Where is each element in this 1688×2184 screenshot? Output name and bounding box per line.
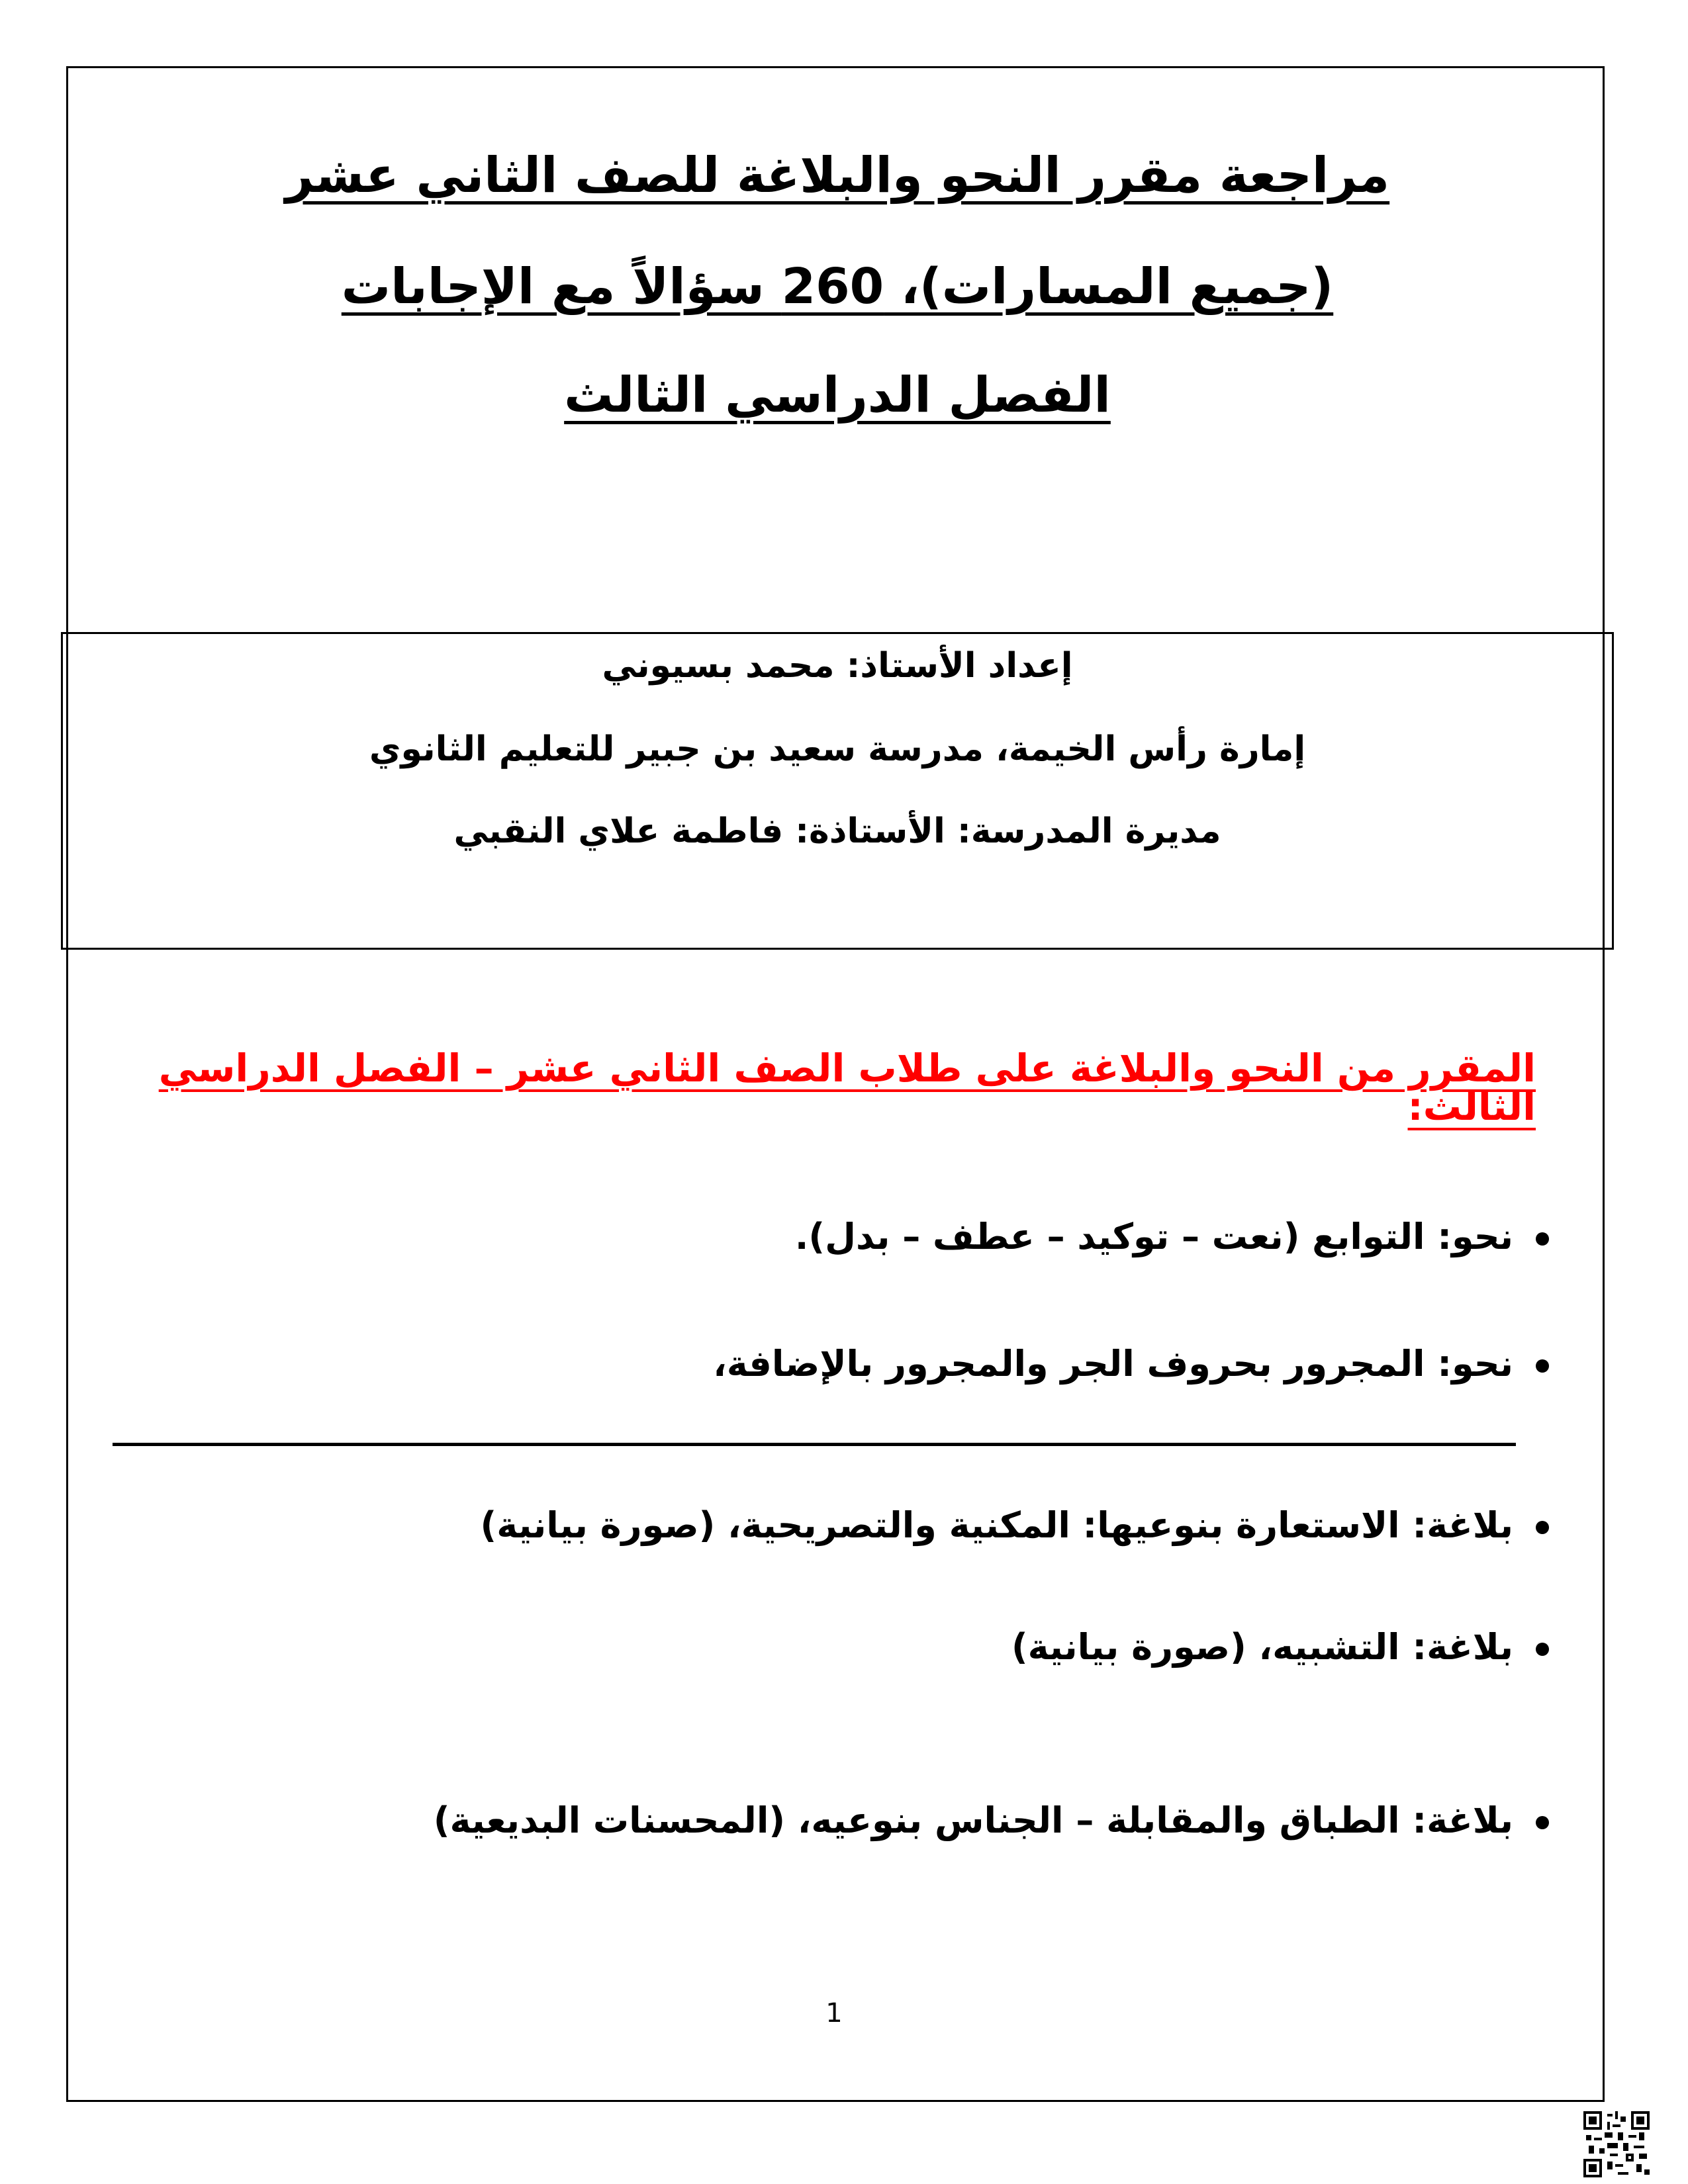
title-line-2-text: (جميع المسارات)، 260 سؤالاً مع الإجابات bbox=[341, 258, 1334, 315]
qr-code-icon bbox=[1583, 2111, 1650, 2177]
syllabus-item-text: بلاغة: الطباق والمقابلة – الجناس بنوعيه، (المحسنات البديعية) bbox=[433, 1799, 1513, 1841]
title-line-1-text: مراجعة مقرر النحو والبلاغة للصف الثاني عشر bbox=[285, 147, 1390, 204]
title-line-1 bbox=[66, 147, 1609, 204]
syllabus-item bbox=[199, 1626, 1549, 1668]
author-principal: مديرة المدرسة: الأستاذة: فاطمة علاي النقبي bbox=[453, 811, 1221, 851]
bullet-icon bbox=[1536, 1359, 1549, 1373]
title-line-3-text: الفصل الدراسي الثالث bbox=[564, 367, 1111, 424]
bullet-icon bbox=[1536, 1521, 1549, 1534]
syllabus-item bbox=[199, 1216, 1549, 1257]
section-divider bbox=[113, 1443, 1516, 1446]
syllabus-item bbox=[199, 1504, 1549, 1546]
page-number: 1 bbox=[825, 1998, 843, 2028]
syllabus-item-text: نحو: التوابع (نعت – توكيد – عطف – بدل). bbox=[794, 1216, 1513, 1257]
syllabus-heading-text: المقرر من النحو والبلاغة على طلاب الصف الثاني عشر – الفصل الدراسي الثالث: bbox=[158, 1046, 1536, 1129]
syllabus-item bbox=[199, 1799, 1549, 1841]
bullet-icon bbox=[1536, 1232, 1549, 1246]
syllabus-item-text: بلاغة: الاستعارة بنوعيها: المكنية والتصريحية، (صورة بيانية) bbox=[480, 1504, 1513, 1546]
syllabus-item-text: بلاغة: التشبيه، (صورة بيانية) bbox=[1011, 1626, 1513, 1668]
author-prepared-by: إعداد الأستاذ: محمد بسيوني bbox=[602, 646, 1073, 686]
author-school: إمارة رأس الخيمة، مدرسة سعيد بن جبير للتعليم الثانوي bbox=[369, 729, 1306, 769]
syllabus-item bbox=[199, 1343, 1549, 1385]
syllabus-item-text: نحو: المجرور بحروف الجر والمجرور بالإضافة، bbox=[713, 1343, 1513, 1385]
bullet-icon bbox=[1536, 1816, 1549, 1829]
bullet-icon bbox=[1536, 1643, 1549, 1656]
syllabus-heading bbox=[132, 1046, 1536, 1129]
title-line-2 bbox=[66, 258, 1609, 315]
title-line-3 bbox=[66, 367, 1609, 424]
